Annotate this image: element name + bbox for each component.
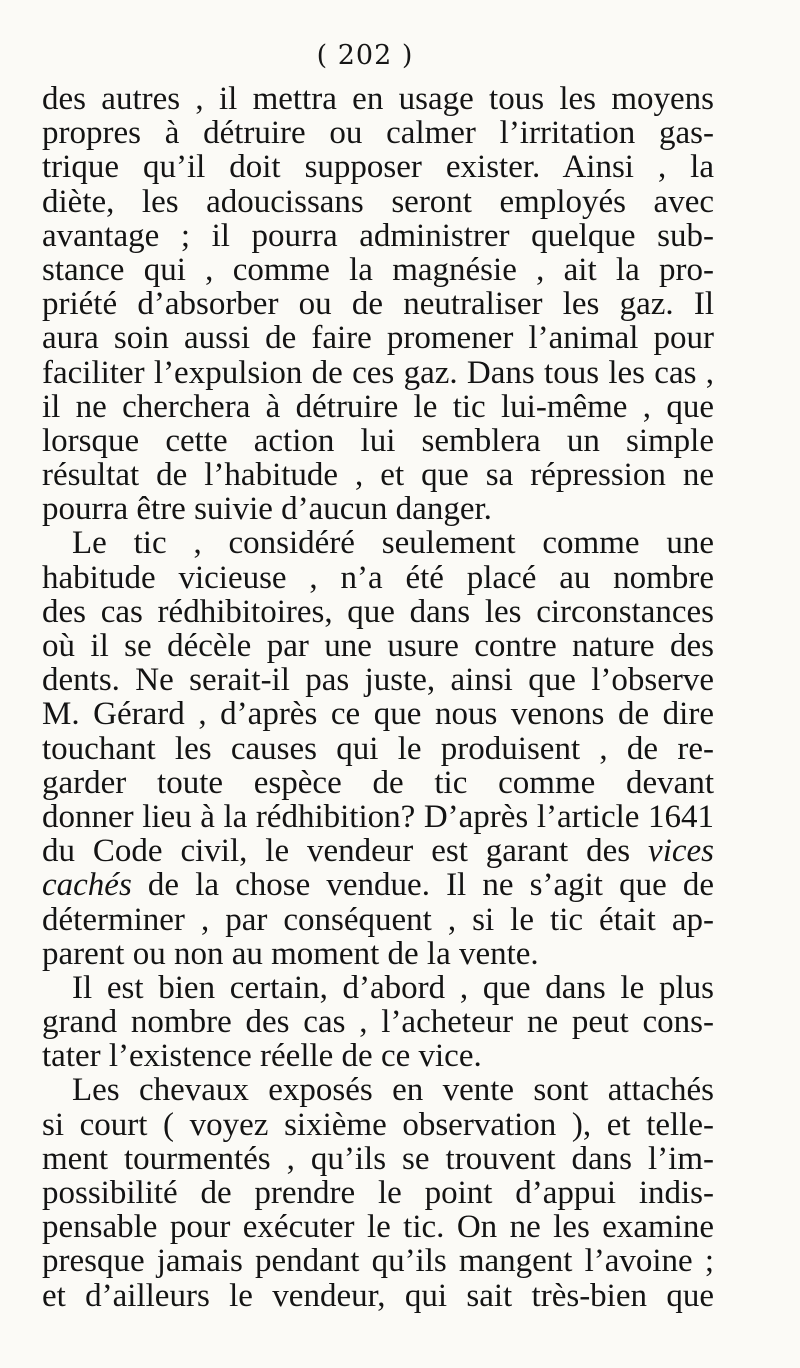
text-line: où il se décèle par une usure contre nature des xyxy=(42,628,714,664)
text-line: propres à détruire ou calmer l’irritation gas- xyxy=(42,115,714,152)
text-line: habitude vicieuse , n’a été placé au nombre xyxy=(42,559,714,596)
text-line: faciliter l’expulsion de ces gaz. Dans tous les cas , xyxy=(42,354,714,391)
text-line: lorsque cette action lui semblera un simple xyxy=(42,422,714,459)
text-line: pensable pour exécuter le tic. On ne les examine xyxy=(42,1209,714,1246)
text-line: résultat de l’habitude , et que sa répression ne xyxy=(42,457,714,494)
text-line: des autres , il mettra en usage tous les moyens xyxy=(42,81,714,117)
italic-text: vices xyxy=(648,833,714,870)
text-line: grand nombre des cas , l’acheteur ne peut cons- xyxy=(42,1004,714,1041)
text-line: touchant les causes qui le produisent , de re- xyxy=(42,730,714,767)
text-line: Le tic , considéré seulement comme une xyxy=(72,525,714,562)
text-line: M. Gérard , d’après ce que nous venons de dire xyxy=(42,696,714,733)
text-line xyxy=(42,834,714,868)
text-line: des cas rédhibitoires, que dans les circonstances xyxy=(42,593,714,630)
text-run: de la chose vendue. Il ne s’agit que de xyxy=(131,867,714,904)
text-line: garder toute espèce de tic comme devant xyxy=(42,764,714,801)
text-line: avantage ; il pourra administrer quelque sub- xyxy=(42,217,714,254)
text-line: pourra être suivie d’aucun danger. xyxy=(42,491,492,528)
text-line: donner lieu à la rédhibition? D’après l’article 1641 xyxy=(42,798,714,835)
italic-text: cachés xyxy=(42,867,132,904)
text-line: déterminer , par conséquent , si le tic était ap- xyxy=(42,901,714,938)
page-number: ( 202 ) xyxy=(316,40,414,71)
text-line: priété d’absorber ou de neutraliser les gaz. Il xyxy=(42,286,714,323)
text-line: aura soin aussi de faire promener l’animal pour xyxy=(42,320,714,357)
text-line xyxy=(42,868,714,902)
text-line: tater l’existence réelle de ce vice. xyxy=(42,1038,482,1075)
text-line: si court ( voyez sixième observation ), et telle- xyxy=(42,1106,714,1143)
text-run: du Code civil, le vendeur est garant des xyxy=(42,833,649,870)
text-line: Les chevaux exposés en vente sont attachés xyxy=(72,1072,714,1109)
text-line: possibilité de prendre le point d’appui indis- xyxy=(42,1175,714,1211)
text-line: ment tourmentés , qu’ils se trouvent dans l’im- xyxy=(42,1140,714,1177)
text-line: Il est bien certain, d’abord , que dans le plus xyxy=(72,969,714,1006)
text-line: stance qui , comme la magnésie , ait la pro- xyxy=(42,251,714,288)
text-line: il ne cherchera à détruire le tic lui-même , que xyxy=(42,388,714,425)
text-line: presque jamais pendant qu’ils mangent l’avoine ; xyxy=(42,1243,714,1280)
text-line: parent ou non au moment de la vente. xyxy=(42,935,539,972)
text-line: trique qu’il doit supposer exister. Ainsi , la xyxy=(42,149,714,186)
text-line: et d’ailleurs le vendeur, qui sait très-bien que xyxy=(42,1277,714,1314)
body-text xyxy=(42,82,714,1313)
text-line: diète, les adoucissans seront employés avec xyxy=(42,183,714,220)
text-line: dents. Ne serait-il pas juste, ainsi que l’observe xyxy=(42,662,714,699)
